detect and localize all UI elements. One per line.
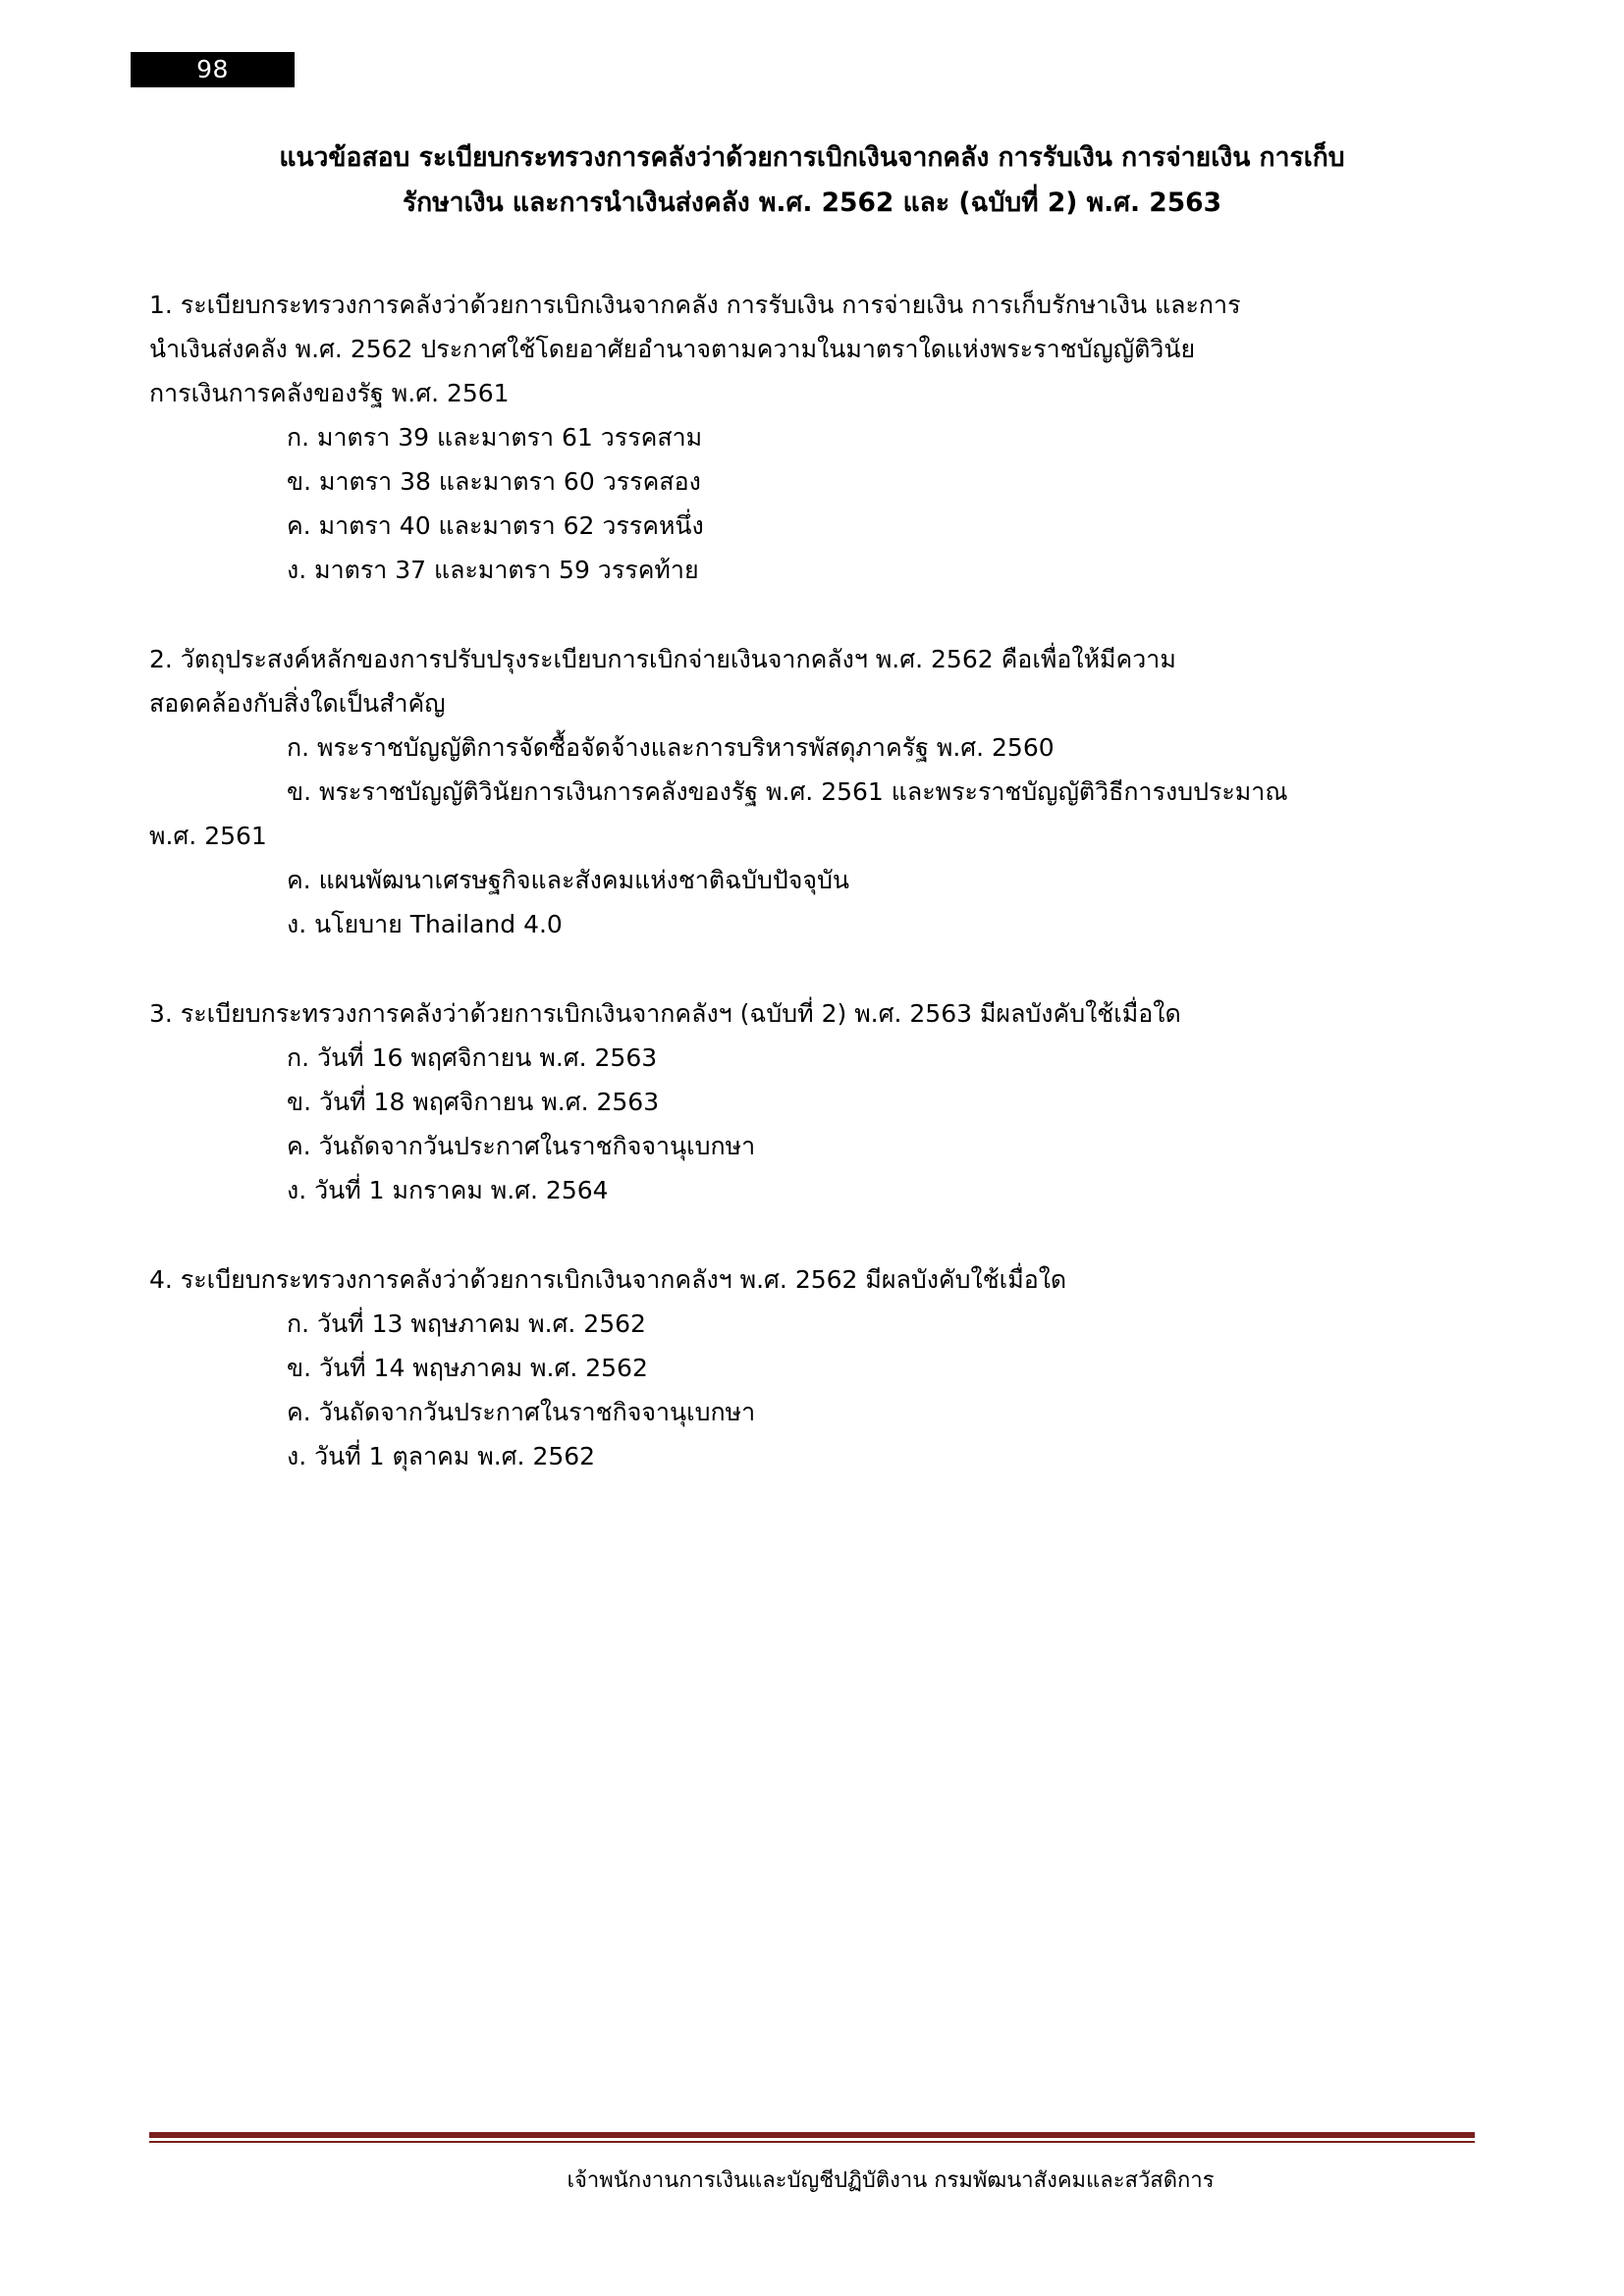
choice-item: ก. พระราชบัญญัติการจัดซื้อจัดจ้างและการบริหารพัสดุภาครัฐ พ.ศ. 2560: [287, 733, 1055, 762]
question-block-3: [149, 991, 1475, 1212]
question-stem-line: 2. วัตถุประสงค์หลักของการปรับปรุงระเบียบการเบิกจ่ายเงินจากคลังฯ พ.ศ. 2562 คือเพื่อให้มีความ: [149, 645, 1176, 673]
choice-item: ค. วันถัดจากวันประกาศในราชกิจจานุเบกษา: [287, 1132, 756, 1160]
document-title-line-2: รักษาเงิน และการนำเงินส่งคลัง พ.ศ. 2562 และ (ฉบับที่ 2) พ.ศ. 2563: [402, 187, 1222, 218]
choice-item: ง. วันที่ 1 ตุลาคม พ.ศ. 2562: [287, 1442, 596, 1470]
footer-text: เจ้าพนักงานการเงินและบัญชีปฏิบัติงาน กรมพัฒนาสังคมและสวัสดิการ: [567, 2168, 1215, 2193]
question-block-4: [149, 1257, 1475, 1478]
choice-item: ข. วันที่ 18 พฤศจิกายน พ.ศ. 2563: [287, 1088, 660, 1116]
question-stem-line: สอดคล้องกับสิ่งใดเป็นสำคัญ: [149, 689, 446, 718]
question-block-1: [149, 283, 1475, 592]
document-content: [149, 118, 1475, 1478]
page-footer: [149, 2132, 1475, 2198]
choice-item-continuation: พ.ศ. 2561: [149, 822, 267, 850]
choice-item: ก. มาตรา 39 และมาตรา 61 วรรคสาม: [287, 423, 703, 452]
question-block-2: [149, 637, 1475, 946]
choice-item: ค. วันถัดจากวันประกาศในราชกิจจานุเบกษา: [287, 1398, 756, 1426]
choice-item: ก. วันที่ 13 พฤษภาคม พ.ศ. 2562: [287, 1309, 646, 1338]
choice-list-2: [149, 725, 1475, 946]
document-title-line-1: แนวข้อสอบ ระเบียบกระทรวงการคลังว่าด้วยการเบิกเงินจากคลัง การรับเงิน การจ่ายเงิน การเก็บ: [279, 142, 1345, 173]
question-stem-1: [149, 283, 1475, 415]
page-number-banner: 98: [131, 52, 295, 87]
question-stem-line: 4. ระเบียบกระทรวงการคลังว่าด้วยการเบิกเงินจากคลังฯ พ.ศ. 2562 มีผลบังคับใช้เมื่อใด: [149, 1265, 1067, 1294]
question-stem-2: [149, 637, 1475, 725]
question-stem-line: 3. ระเบียบกระทรวงการคลังว่าด้วยการเบิกเงินจากคลังฯ (ฉบับที่ 2) พ.ศ. 2563 มีผลบังคับใช้เมื่อใด: [149, 999, 1181, 1028]
question-stem-3: [149, 991, 1475, 1036]
question-stem-line: นำเงินส่งคลัง พ.ศ. 2562 ประกาศใช้โดยอาศัยอำนาจตามความในมาตราใดแห่งพระราชบัญญัติวินัย: [149, 335, 1196, 363]
choice-item: ง. วันที่ 1 มกราคม พ.ศ. 2564: [287, 1176, 609, 1204]
choice-item: ง. มาตรา 37 และมาตรา 59 วรรคท้าย: [287, 556, 699, 584]
choice-item: ค. มาตรา 40 และมาตรา 62 วรรคหนึ่ง: [287, 511, 704, 540]
choice-item: ก. วันที่ 16 พฤศจิกายน พ.ศ. 2563: [287, 1043, 658, 1072]
choice-item: ค. แผนพัฒนาเศรษฐกิจและสังคมแห่งชาติฉบับปัจจุบัน: [287, 866, 850, 894]
choice-item: ข. วันที่ 14 พฤษภาคม พ.ศ. 2562: [287, 1354, 648, 1382]
choice-list-4: [149, 1302, 1475, 1478]
question-stem-4: [149, 1257, 1475, 1302]
question-stem-line: 1. ระเบียบกระทรวงการคลังว่าด้วยการเบิกเงินจากคลัง การรับเงิน การจ่ายเงิน การเก็บรักษาเงิน และการ: [149, 291, 1241, 319]
document-title: [223, 118, 1401, 226]
choice-item: ข. มาตรา 38 และมาตรา 60 วรรคสอง: [287, 467, 701, 496]
choice-list-1: [149, 415, 1475, 592]
question-stem-line: การเงินการคลังของรัฐ พ.ศ. 2561: [149, 379, 510, 407]
choice-list-3: [149, 1036, 1475, 1212]
choice-item: ง. นโยบาย Thailand 4.0: [287, 910, 563, 938]
choice-item: ข. พระราชบัญญัติวินัยการเงินการคลังของรัฐ พ.ศ. 2561 และพระราชบัญญัติวิธีการงบประมาณ: [287, 777, 1288, 806]
footer-rule-thin: [149, 2141, 1475, 2143]
